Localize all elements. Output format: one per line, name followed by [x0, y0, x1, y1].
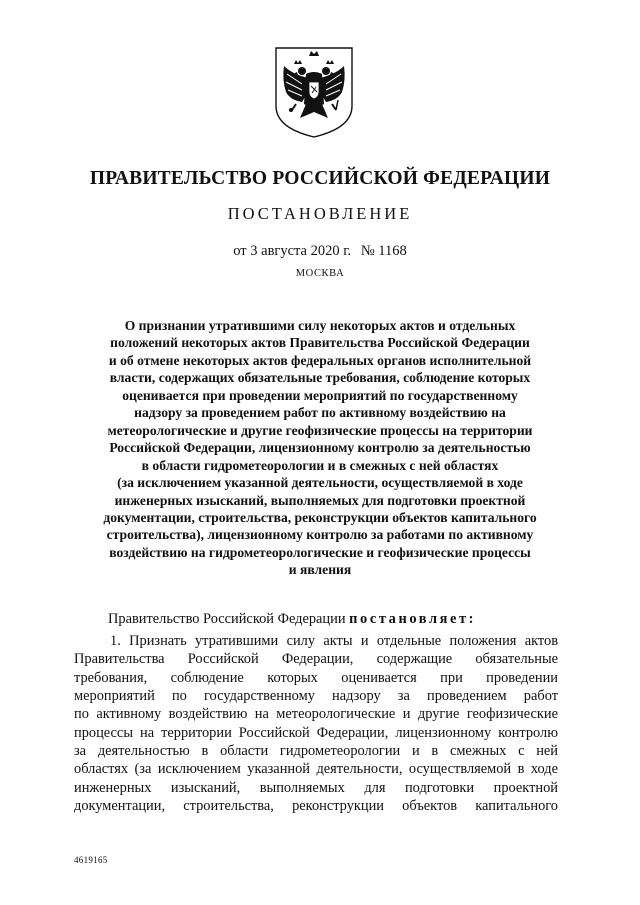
body-line: мероприятий по государственному надзору за проведением работ — [74, 688, 558, 705]
title-line: оценивается при проведении мероприятий по государственному — [122, 387, 518, 403]
title-line: метеорологические и другие геофизические процессы на территории — [107, 422, 533, 438]
number-sign: № — [360, 243, 375, 259]
body-text — [74, 632, 558, 815]
government-title: ПРАВИТЕЛЬСТВО РОССИЙСКОЙ ФЕДЕРАЦИИ — [89, 168, 551, 189]
body-line: 1. Признать утратившими силу акты и отдельные положения актов — [110, 633, 558, 649]
document-city: МОСКВА — [295, 268, 345, 279]
document-code: 4619165 — [74, 855, 108, 865]
coat-of-arms-icon — [272, 44, 356, 140]
title-line: Российской Федерации, лицензионному контролю за деятельностью — [109, 440, 531, 456]
preamble-decree-word: постановляет: — [349, 611, 477, 627]
document-type: ПОСТАНОВЛЕНИЕ — [227, 204, 413, 223]
preamble-text: Правительство Российской Федерации — [108, 611, 350, 627]
title-line: (за исключением указанной деятельности, осуществляемой в ходе — [117, 475, 523, 491]
body-line: за деятельностью в области гидрометеорологии и в смежных с ней — [74, 743, 558, 760]
title-line: документации, строительства, реконструкции объектов капитального — [103, 509, 537, 525]
body-line: инженерных изысканий, выполняемых для подготовки проектной — [74, 779, 558, 796]
title-line: инженерных изысканий, выполняемых для подготовки проектной — [114, 492, 526, 508]
title-line: и явления — [288, 562, 352, 578]
document-date: от 3 августа 2020 г. — [233, 243, 352, 259]
document-date-line — [0, 243, 640, 260]
body-line: областях (за исключением указанной деятельности, осуществляемой в ходе — [74, 761, 558, 778]
preamble — [108, 611, 476, 628]
title-line: строительства), лицензионному контролю за работами по активному — [106, 527, 534, 543]
title-line: воздействию на гидрометеорологические и геофизические процессы — [109, 544, 531, 560]
body-line: Правительства Российской Федерации, содержащие обязательные — [74, 651, 558, 668]
title-line: власти, содержащих обязательные требования, соблюдение которых — [109, 370, 531, 386]
resolution-title — [64, 317, 576, 579]
title-line: положений некоторых актов Правительства Российской Федерации — [110, 335, 530, 351]
body-line: по активному воздействию на метеорологические и другие геофизические — [74, 706, 558, 723]
body-line: документации, строительства, реконструкции объектов капитального — [74, 798, 558, 815]
title-line: в области гидрометеорологии и в смежных с ней областях — [141, 457, 499, 473]
body-line: требования, соблюдение которых оценивается при проведении — [74, 669, 558, 686]
document-number: 1168 — [378, 243, 407, 259]
body-line: процессы на территории Российской Федерации, лицензионному контролю — [74, 724, 558, 741]
title-line: О признании утратившими силу некоторых актов и отдельных — [124, 318, 516, 333]
title-line: надзору за проведением работ по активному воздействию на — [134, 405, 506, 421]
title-line: и об отмене некоторых актов федеральных органов исполнительной — [108, 352, 532, 368]
